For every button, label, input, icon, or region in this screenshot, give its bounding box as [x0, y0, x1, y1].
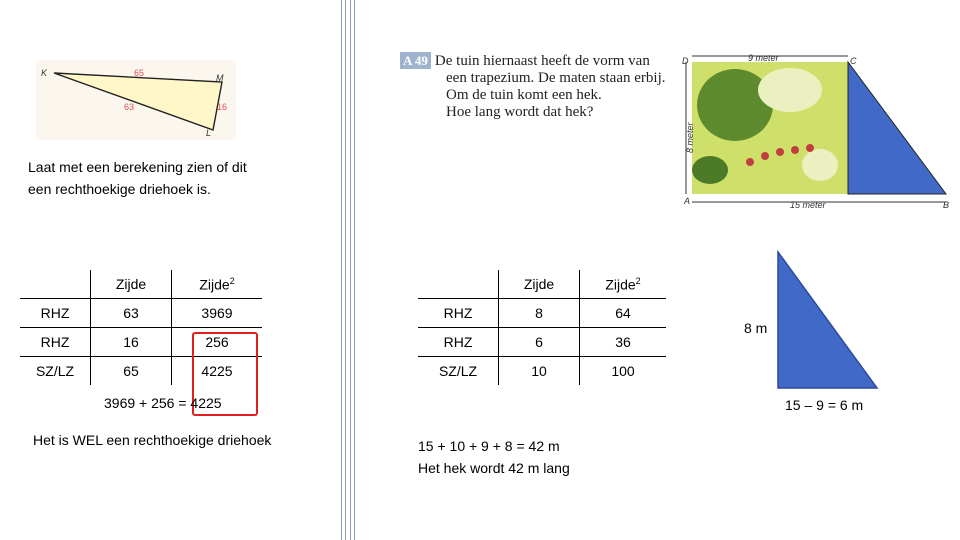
calculation-right: 15 + 10 + 9 + 8 = 42 m [418, 438, 560, 454]
problem-line: A 49 De tuin hiernaast heeft de vorm van [400, 52, 690, 70]
problem-line: Hoe lang wordt dat hek? [446, 104, 594, 120]
height-label: 8 m [744, 320, 768, 336]
divider-line [345, 0, 346, 540]
problem-line: Om de tuin komt een hek. [446, 87, 602, 103]
blue-triangle [775, 250, 880, 390]
problem-line: een trapezium. De maten staan erbij. [446, 70, 666, 86]
label-bottom: 15 meter [790, 200, 826, 210]
header-zijde2: Zijde$^2$ [580, 270, 667, 299]
cell-side: 6 [499, 328, 580, 357]
side-km: 65 [134, 68, 145, 78]
header-zijde2: Zijde$^2$ [172, 270, 263, 299]
header-zijde: Zijde [499, 270, 580, 299]
conclusion-right: Het hek wordt 42 m lang [418, 460, 570, 476]
cell-type: RHZ [418, 328, 499, 357]
label-m: M [216, 73, 224, 83]
corner-b: B [943, 200, 950, 210]
cell-side: 65 [91, 357, 172, 386]
header-cell [20, 270, 91, 299]
side-ml: 16 [217, 102, 228, 112]
label-top: 9 meter [748, 53, 779, 63]
divider-line [350, 0, 351, 540]
divider-line [354, 0, 355, 540]
cell-type: RHZ [20, 299, 91, 328]
conclusion-left: Het is WEL een rechthoekige driehoek [33, 432, 272, 448]
corner-d: D [682, 56, 689, 66]
cell-square: 4225 [172, 357, 263, 386]
cell-type: RHZ [20, 328, 91, 357]
cell-side: 63 [91, 299, 172, 328]
header-cell [418, 270, 499, 299]
label-l: L [206, 128, 212, 138]
question-text [28, 156, 247, 200]
header-zijde: Zijde [91, 270, 172, 299]
corner-c: C [850, 56, 857, 66]
cell-type: RHZ [418, 299, 499, 328]
problem-text [400, 52, 690, 121]
squares-table-right [418, 270, 666, 385]
calculation-left: 3969 + 256 = 4225 [104, 395, 222, 411]
side-kl: 63 [124, 102, 135, 112]
label-left: 8 meter [685, 122, 695, 153]
cell-type: SZ/LZ [35, 363, 75, 379]
corner-a: A [684, 196, 691, 206]
question-line: Laat met een berekening zien of dit [28, 159, 247, 175]
cell-square: 3969 [172, 299, 263, 328]
cell-square: 256 [172, 328, 263, 357]
base-label: 15 – 9 = 6 m [785, 397, 864, 413]
garden-figure [680, 50, 955, 212]
cell-type: SZ/LZ [438, 363, 478, 379]
triangle-klm-figure [36, 60, 236, 140]
problem-badge: A 49 [400, 52, 431, 69]
cell-square: 36 [580, 328, 667, 357]
label-k: K [41, 68, 48, 78]
cell-side: 10 [499, 357, 580, 386]
question-line: een rechthoekige driehoek is. [28, 181, 211, 197]
cell-side: 16 [91, 328, 172, 357]
cell-side: 8 [499, 299, 580, 328]
cell-square: 64 [580, 299, 667, 328]
cell-square: 100 [580, 357, 667, 386]
divider-line [341, 0, 342, 540]
